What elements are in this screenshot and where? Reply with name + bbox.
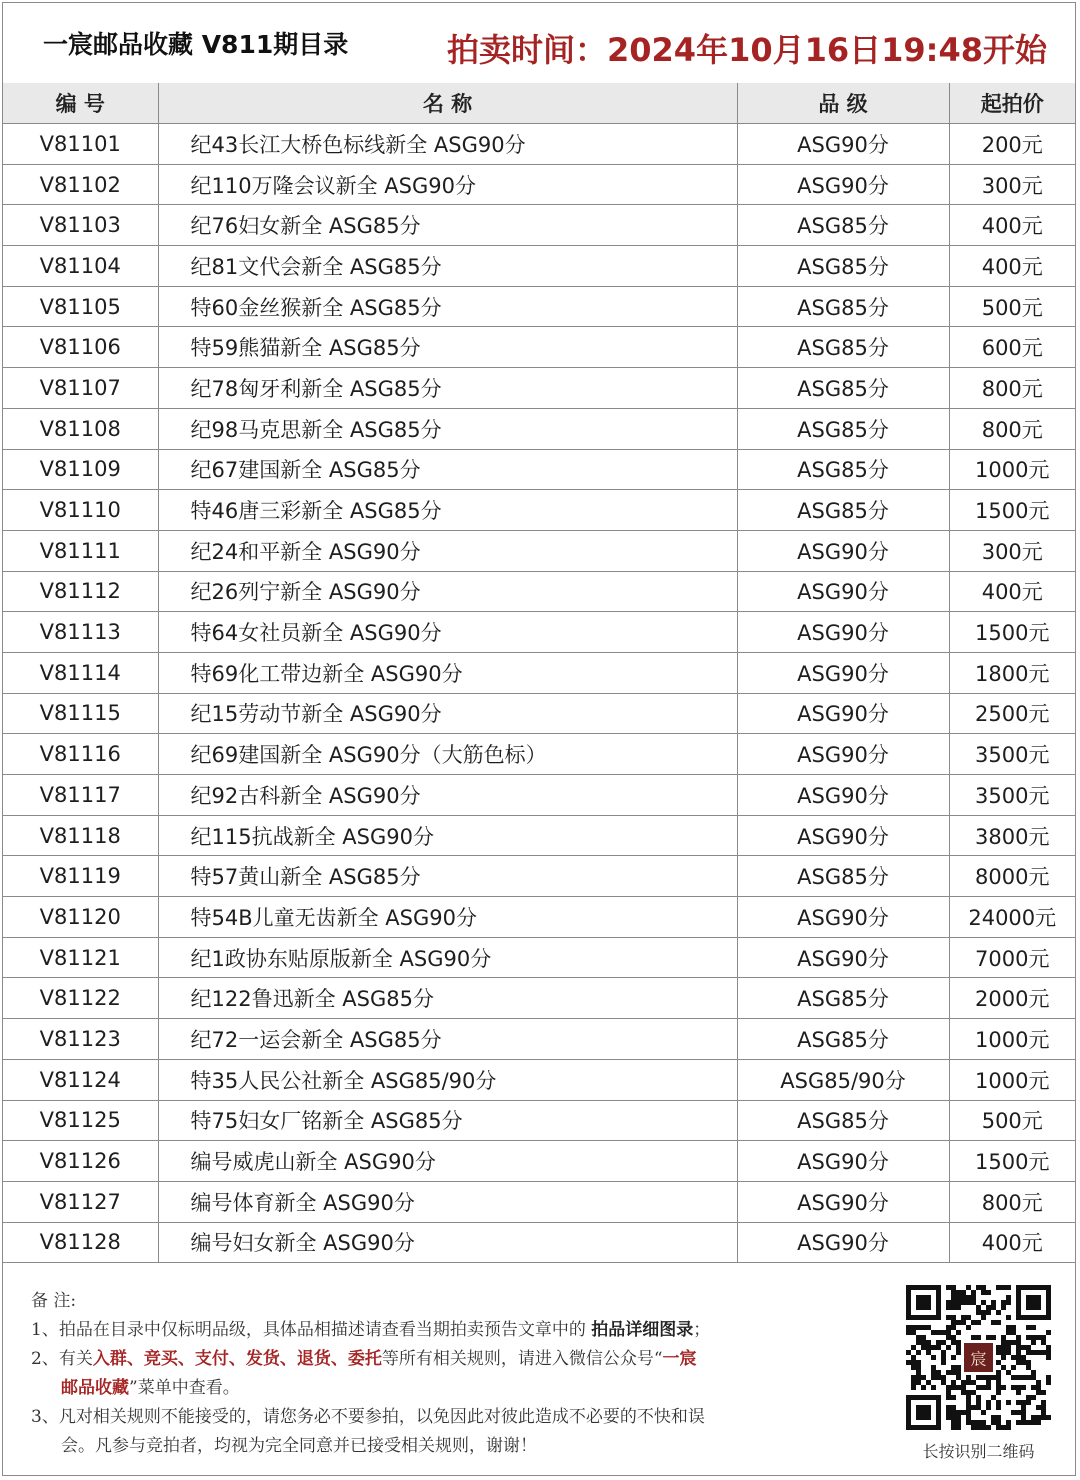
notes-section — [31, 1287, 861, 1461]
table-row — [3, 815, 1075, 856]
table-row — [3, 327, 1075, 368]
lot-number: V81119 — [3, 856, 158, 897]
note-2-text-cont: 等所有相关规则，请进入微信公众号“ — [381, 1349, 663, 1369]
table-row — [3, 164, 1075, 205]
table-row — [3, 124, 1075, 165]
lot-grade: ASG85分 — [737, 286, 949, 327]
lot-name: 纪98马克思新全 ASG85分 — [158, 408, 737, 449]
qr-logo-char: 宸 — [970, 1349, 987, 1369]
lot-name: 编号体育新全 ASG90分 — [158, 1181, 737, 1222]
lot-start-price: 400元 — [949, 571, 1075, 612]
lot-grade: ASG90分 — [737, 1181, 949, 1222]
lot-name: 纪69建国新全 ASG90分（大筋色标） — [158, 734, 737, 775]
note-2-line-2 — [31, 1374, 861, 1403]
note-1 — [31, 1316, 861, 1345]
lot-number: V81120 — [3, 897, 158, 938]
catalog-sheet — [2, 2, 1076, 1476]
lot-number: V81108 — [3, 408, 158, 449]
table-row — [3, 775, 1075, 816]
lot-start-price: 2000元 — [949, 978, 1075, 1019]
lot-number: V81125 — [3, 1100, 158, 1141]
note-1-emphasis: 拍品详细图录 — [591, 1320, 694, 1340]
lot-start-price: 300元 — [949, 530, 1075, 571]
lot-number: V81106 — [3, 327, 158, 368]
lot-start-price: 400元 — [949, 205, 1075, 246]
qr-caption: 长按识别二维码 — [922, 1442, 1035, 1461]
lot-start-price: 24000元 — [949, 897, 1075, 938]
lot-number: V81128 — [3, 1222, 158, 1263]
lot-number: V81124 — [3, 1059, 158, 1100]
table-row — [3, 1222, 1075, 1263]
lot-start-price: 500元 — [949, 1100, 1075, 1141]
lot-grade: ASG85分 — [737, 205, 949, 246]
lot-start-price: 800元 — [949, 1181, 1075, 1222]
note-1-end: ； — [693, 1320, 711, 1340]
lot-start-price: 300元 — [949, 164, 1075, 205]
qr-block — [906, 1285, 1054, 1465]
lot-name: 特57黄山新全 ASG85分 — [158, 856, 737, 897]
lot-number: V81103 — [3, 205, 158, 246]
catalog-table — [3, 83, 1075, 1263]
lot-grade: ASG90分 — [737, 612, 949, 653]
lot-grade: ASG85分 — [737, 408, 949, 449]
lot-number: V81101 — [3, 124, 158, 165]
lot-name: 纪122鲁迅新全 ASG85分 — [158, 978, 737, 1019]
lot-number: V81115 — [3, 693, 158, 734]
lot-start-price: 600元 — [949, 327, 1075, 368]
lot-number: V81109 — [3, 449, 158, 490]
lot-grade: ASG85分 — [737, 368, 949, 409]
lot-grade: ASG85分 — [737, 1100, 949, 1141]
lot-start-price: 1800元 — [949, 652, 1075, 693]
lot-number: V81116 — [3, 734, 158, 775]
note-2-end: ”菜单中查看。 — [129, 1378, 240, 1398]
table-row — [3, 449, 1075, 490]
lot-start-price: 2500元 — [949, 693, 1075, 734]
table-row — [3, 693, 1075, 734]
lot-name: 特54B儿童无齿新全 ASG90分 — [158, 897, 737, 938]
note-3-line-2: 会。凡参与竞拍者，均视为完全同意并已接受相关规则，谢谢！ — [61, 1436, 537, 1456]
lot-start-price: 1000元 — [949, 449, 1075, 490]
lot-name: 纪76妇女新全 ASG85分 — [158, 205, 737, 246]
lot-number: V81126 — [3, 1141, 158, 1182]
note-2-rule-list: 入群、竞买、支付、发货、退货、委托 — [92, 1349, 382, 1369]
lot-name: 特64女社员新全 ASG90分 — [158, 612, 737, 653]
lot-start-price: 1000元 — [949, 1059, 1075, 1100]
lot-grade: ASG85分 — [737, 327, 949, 368]
lot-number: V81127 — [3, 1181, 158, 1222]
lot-name: 编号妇女新全 ASG90分 — [158, 1222, 737, 1263]
lot-start-price: 1500元 — [949, 612, 1075, 653]
table-row — [3, 286, 1075, 327]
table-row — [3, 734, 1075, 775]
lot-number: V81105 — [3, 286, 158, 327]
lot-name: 纪81文代会新全 ASG85分 — [158, 246, 737, 287]
lot-start-price: 200元 — [949, 124, 1075, 165]
note-2-text: 2、有关 — [31, 1349, 93, 1369]
table-row — [3, 652, 1075, 693]
lot-name: 特60金丝猴新全 ASG85分 — [158, 286, 737, 327]
lot-number: V81107 — [3, 368, 158, 409]
lot-start-price: 800元 — [949, 368, 1075, 409]
lot-grade: ASG90分 — [737, 530, 949, 571]
table-row — [3, 490, 1075, 531]
qr-code-icon[interactable] — [906, 1285, 1051, 1430]
lot-name: 纪26列宁新全 ASG90分 — [158, 571, 737, 612]
table-row — [3, 246, 1075, 287]
lot-name: 纪115抗战新全 ASG90分 — [158, 815, 737, 856]
lot-start-price: 7000元 — [949, 937, 1075, 978]
lot-name: 特46唐三彩新全 ASG85分 — [158, 490, 737, 531]
column-header-number: 编 号 — [3, 83, 158, 124]
lot-name: 纪15劳动节新全 ASG90分 — [158, 693, 737, 734]
lot-start-price: 1500元 — [949, 1141, 1075, 1182]
table-row — [3, 897, 1075, 938]
lot-grade: ASG90分 — [737, 124, 949, 165]
notes-heading: 备 注: — [31, 1291, 77, 1311]
note-2-account-name: 一宸 — [662, 1349, 697, 1369]
table-header-row — [3, 83, 1075, 124]
lot-grade: ASG90分 — [737, 1222, 949, 1263]
lot-name: 纪24和平新全 ASG90分 — [158, 530, 737, 571]
note-2 — [31, 1345, 861, 1374]
lot-number: V81104 — [3, 246, 158, 287]
lot-name: 特59熊猫新全 ASG85分 — [158, 327, 737, 368]
lot-start-price: 1000元 — [949, 1019, 1075, 1060]
table-row — [3, 530, 1075, 571]
lot-name: 纪78匈牙利新全 ASG85分 — [158, 368, 737, 409]
lot-start-price: 1500元 — [949, 490, 1075, 531]
table-row — [3, 408, 1075, 449]
table-row — [3, 937, 1075, 978]
lot-number: V81114 — [3, 652, 158, 693]
lot-name: 纪67建国新全 ASG85分 — [158, 449, 737, 490]
table-row — [3, 1181, 1075, 1222]
lot-name: 编号威虎山新全 ASG90分 — [158, 1141, 737, 1182]
note-3: 3、凡对相关规则不能接受的，请您务必不要参拍，以免因此对彼此造成不必要的不快和误 — [31, 1407, 705, 1427]
table-row — [3, 571, 1075, 612]
lot-name: 纪43长江大桥色标线新全 ASG90分 — [158, 124, 737, 165]
lot-number: V81123 — [3, 1019, 158, 1060]
column-header-start-price: 起拍价 — [949, 83, 1075, 124]
table-row — [3, 1141, 1075, 1182]
lot-name: 纪72一运会新全 ASG85分 — [158, 1019, 737, 1060]
lot-grade: ASG85分 — [737, 449, 949, 490]
lot-number: V81110 — [3, 490, 158, 531]
lot-number: V81117 — [3, 775, 158, 816]
lot-grade: ASG90分 — [737, 937, 949, 978]
lot-start-price: 3800元 — [949, 815, 1075, 856]
lot-grade: ASG90分 — [737, 815, 949, 856]
lot-start-price: 800元 — [949, 408, 1075, 449]
lot-start-price: 3500元 — [949, 734, 1075, 775]
lot-number: V81112 — [3, 571, 158, 612]
lot-start-price: 3500元 — [949, 775, 1075, 816]
lot-name: 纪1政协东贴原版新全 ASG90分 — [158, 937, 737, 978]
lot-name: 纪92古科新全 ASG90分 — [158, 775, 737, 816]
lot-grade: ASG85/90分 — [737, 1059, 949, 1100]
lot-number: V81122 — [3, 978, 158, 1019]
lot-start-price: 500元 — [949, 286, 1075, 327]
lot-name: 纪110万隆会议新全 ASG90分 — [158, 164, 737, 205]
lot-number: V81121 — [3, 937, 158, 978]
lot-grade: ASG90分 — [737, 1141, 949, 1182]
lot-grade: ASG90分 — [737, 652, 949, 693]
lot-grade: ASG85分 — [737, 490, 949, 531]
note-2-account-name-cont: 邮品收藏 — [61, 1378, 129, 1398]
catalog-title: 一宸邮品收藏 V811期目录 — [43, 30, 349, 59]
title-row — [3, 3, 1075, 84]
lot-grade: ASG90分 — [737, 693, 949, 734]
auction-time: 拍卖时间：2024年10月16日19:48开始 — [447, 31, 1047, 69]
table-row — [3, 856, 1075, 897]
lot-grade: ASG90分 — [737, 775, 949, 816]
lot-grade: ASG90分 — [737, 897, 949, 938]
lot-number: V81102 — [3, 164, 158, 205]
table-row — [3, 1100, 1075, 1141]
lot-number: V81113 — [3, 612, 158, 653]
table-row — [3, 205, 1075, 246]
lot-number: V81111 — [3, 530, 158, 571]
lot-grade: ASG90分 — [737, 164, 949, 205]
lot-start-price: 400元 — [949, 246, 1075, 287]
column-header-grade: 品 级 — [737, 83, 949, 124]
lot-name: 特35人民公社新全 ASG85/90分 — [158, 1059, 737, 1100]
lot-number: V81118 — [3, 815, 158, 856]
lot-grade: ASG85分 — [737, 1019, 949, 1060]
table-row — [3, 1059, 1075, 1100]
column-header-name: 名 称 — [158, 83, 737, 124]
lot-name: 特69化工带边新全 ASG90分 — [158, 652, 737, 693]
table-row — [3, 612, 1075, 653]
lot-start-price: 8000元 — [949, 856, 1075, 897]
lot-name: 特75妇女厂铭新全 ASG85分 — [158, 1100, 737, 1141]
lot-start-price: 400元 — [949, 1222, 1075, 1263]
table-row — [3, 368, 1075, 409]
lot-grade: ASG90分 — [737, 571, 949, 612]
lot-grade: ASG85分 — [737, 856, 949, 897]
lot-grade: ASG85分 — [737, 246, 949, 287]
table-row — [3, 978, 1075, 1019]
note-1-text: 1、拍品在目录中仅标明品级，具体品相描述请查看当期拍卖预告文章中的 — [31, 1320, 592, 1340]
lot-grade: ASG90分 — [737, 734, 949, 775]
table-row — [3, 1019, 1075, 1060]
lot-grade: ASG85分 — [737, 978, 949, 1019]
table-body — [3, 124, 1075, 1263]
